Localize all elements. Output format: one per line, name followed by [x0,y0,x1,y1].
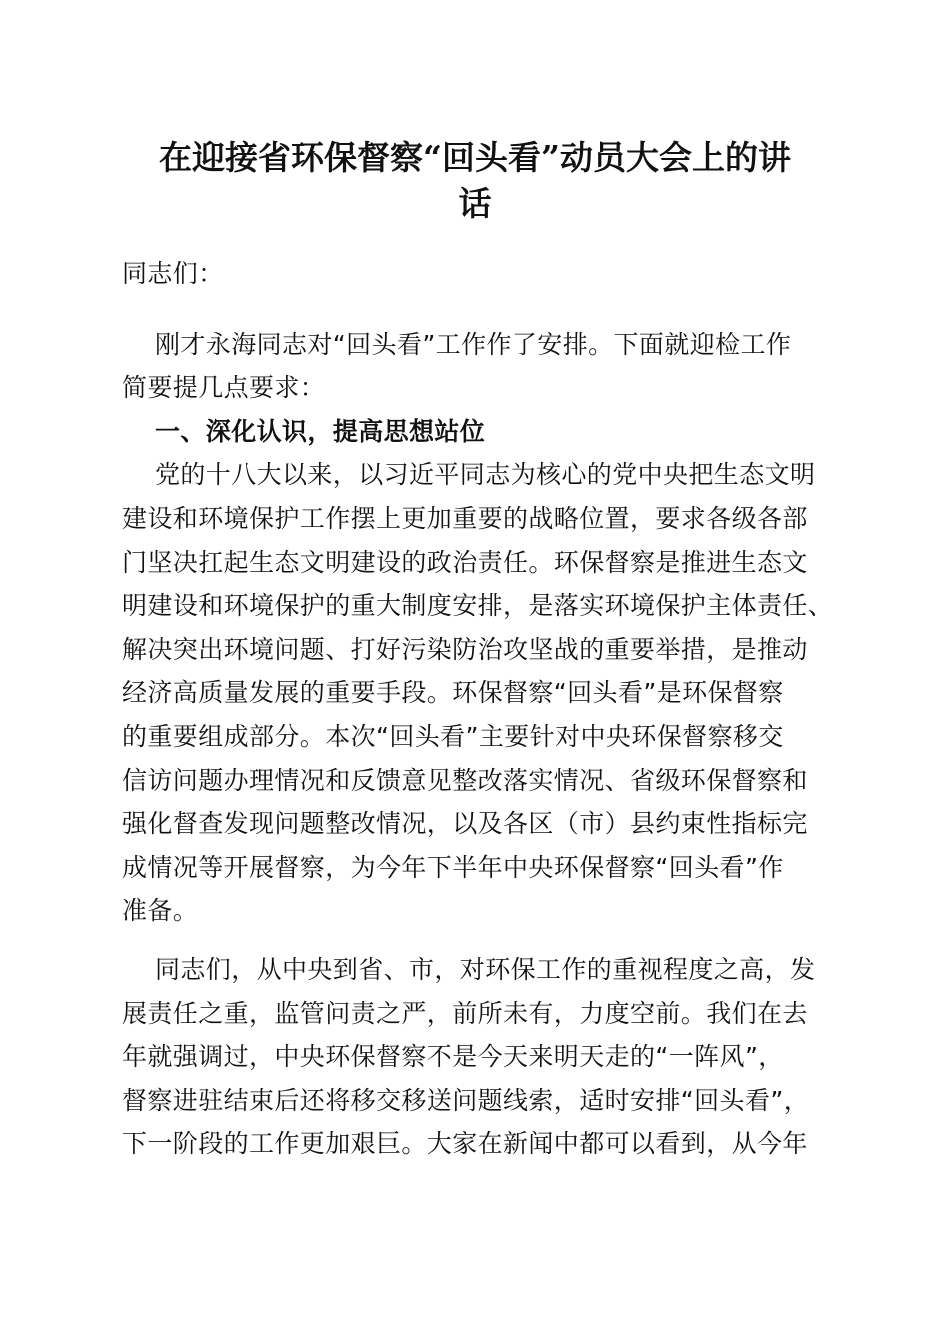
paragraph [122,948,842,1166]
title-line: 话 [458,184,492,223]
text-line: 同志们，从中央到省、市，对环保工作的重视程度之高，发 [155,954,816,984]
text-line: 党的十八大以来，以习近平同志为核心的党中央把生态文明 [155,460,816,490]
text-line: 解决突出环境问题、打好污染防治攻坚战的重要举措，是推动 [122,634,808,664]
text-line: 的重要组成部分。本次“回头看”主要针对中央环保督察移交 [122,721,784,751]
title-line: 在迎接省环保督察“回头看”动员大会上的讲 [159,138,791,177]
text-line: 建设和环境保护工作摆上更加重要的战略位置，要求各级各部 [122,503,808,533]
text-line: 展责任之重，监管问责之严，前所未有，力度空前。我们在去 [122,998,808,1028]
text-line: 督察进驻结束后还将移交移送问题线索，适时安排“回头看”， [122,1085,810,1115]
text-line: 准备。 [122,896,199,926]
paragraph [122,453,842,933]
text-line: 成情况等开展督察，为今年下半年中央环保督察“回头看”作 [122,852,784,882]
document-body [122,252,842,1166]
text-line: 明建设和环境保护的重大制度安排，是落实环境保护主体责任、 [122,591,834,621]
text-line: 年就强调过，中央环保督察不是今天来明天走的“一阵风”， [122,1042,784,1072]
text-line: 信访问题办理情况和反馈意见整改落实情况、省级环保督察和 [122,765,808,795]
section-heading [122,410,842,454]
salutation: 同志们： [122,259,224,288]
text-line: 刚才永海同志对“回头看”工作作了安排。下面就迎检工作 [155,329,792,359]
text-line: 一、深化认识，提高思想站位 [155,416,486,446]
text-line: 下一阶段的工作更加艰巨。大家在新闻中都可以看到，从今年 [122,1129,808,1159]
document-title [100,135,850,227]
text-line: 经济高质量发展的重要手段。环保督察“回头看”是环保督察 [122,678,784,708]
text-line: 简要提几点要求： [122,373,326,403]
paragraph [122,323,842,410]
text-line: 门坚决扛起生态文明建设的政治责任。环保督察是推进生态文 [122,547,808,577]
text-line: 强化督查发现问题整改情况，以及各区（市）县约束性指标完 [122,809,808,839]
